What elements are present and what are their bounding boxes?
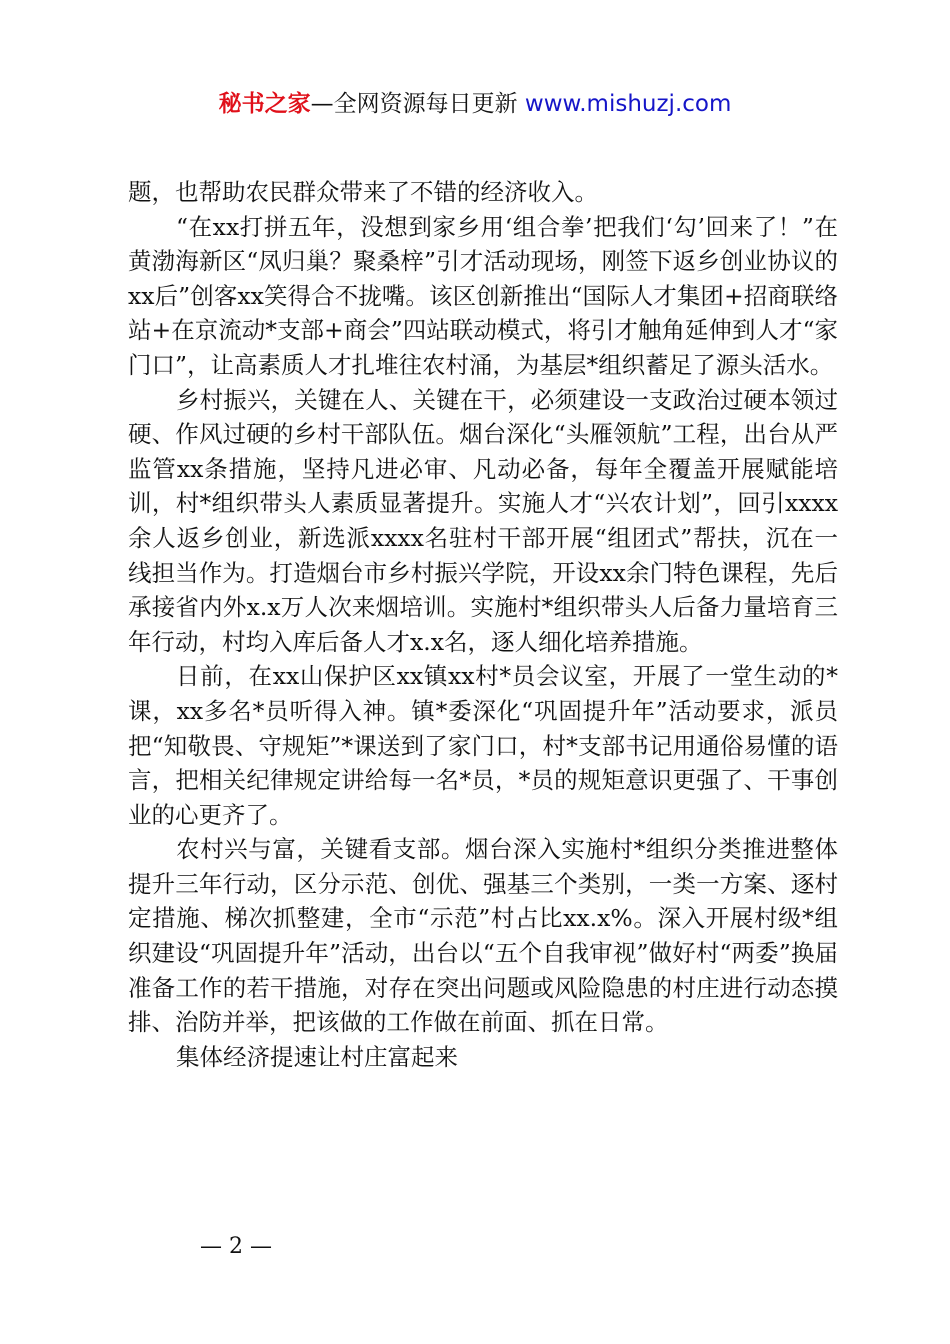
- page-number: — 2 —: [200, 1234, 272, 1259]
- paragraph: 农村兴与富，关键看支部。烟台深入实施村*组织分类推进整体提升三年行动，区分示范、创优、强基三个类别，一类一方案、逐村定措施、梯次抓整建，全市“示范”村占比xx.x%。深入开展村级*组织建设“巩固提升年”活动，出台以“五个自我审视”做好村“两委”换届准备工作的若干措施，对存在突出问题或风险隐患的村庄进行动态摸排、治防并举，把该做的工作做在前面、抓在日常。: [128, 835, 838, 1037]
- paragraph: 题，也帮助农民群众带来了不错的经济收入。: [128, 178, 598, 206]
- header-url-link[interactable]: www.mishuzj.com: [524, 91, 732, 117]
- paragraph: 日前，在xx山保护区xx镇xx村*员会议室，开展了一堂生动的*课，xx多名*员听得入神。镇*委深化“巩固提升年”活动要求，派员把“知敬畏、守规矩”*课送到了家门口，村*支部书记用通俗易懂的语言，把相关纪律规定讲给每一名*员，*员的规矩意识更强了、干事创业的心更齐了。: [128, 662, 838, 829]
- paragraph: “在xx打拼五年，没想到家乡用‘组合拳’把我们‘勾’回来了！”在黄渤海新区“凤归巢？聚桑梓”引才活动现场，刚签下返乡创业协议的xx后”创客xx笑得合不拢嘴。该区创新推出“国际人才集团+招商联络站+在京流动*支部+商会”四站联动模式，将引才触角延伸到人才“家门口”，让高素质人才扎堆往农村涌，为基层*组织蓄足了源头活水。: [128, 212, 838, 379]
- header-brand: 秘书之家: [218, 91, 311, 117]
- body-text: [128, 175, 838, 1074]
- paragraph: 乡村振兴，关键在人、关键在干，必须建设一支政治过硬本领过硬、作风过硬的乡村干部队伍。烟台深化“头雁领航”工程，出台从严监管xx条措施，坚持凡进必审、凡动必备，每年全覆盖开展赋能培训，村*组织带头人素质显著提升。实施人才“兴农计划”，回引xxxx余人返乡创业，新选派xxxx名驻村干部开展“组团式”帮扶，沉在一线担当作为。打造烟台市乡村振兴学院，开设xx余门特色课程，先后承接省内外x.x万人次来烟培训。实施村*组织带头人后备力量培育三年行动，村均入库后备人才x.x名，逐人细化培养措施。: [128, 385, 838, 656]
- site-header: [0, 84, 950, 124]
- section-heading: 集体经济提速让村庄富起来: [176, 1042, 458, 1071]
- header-tagline: —全网资源每日更新: [310, 91, 525, 117]
